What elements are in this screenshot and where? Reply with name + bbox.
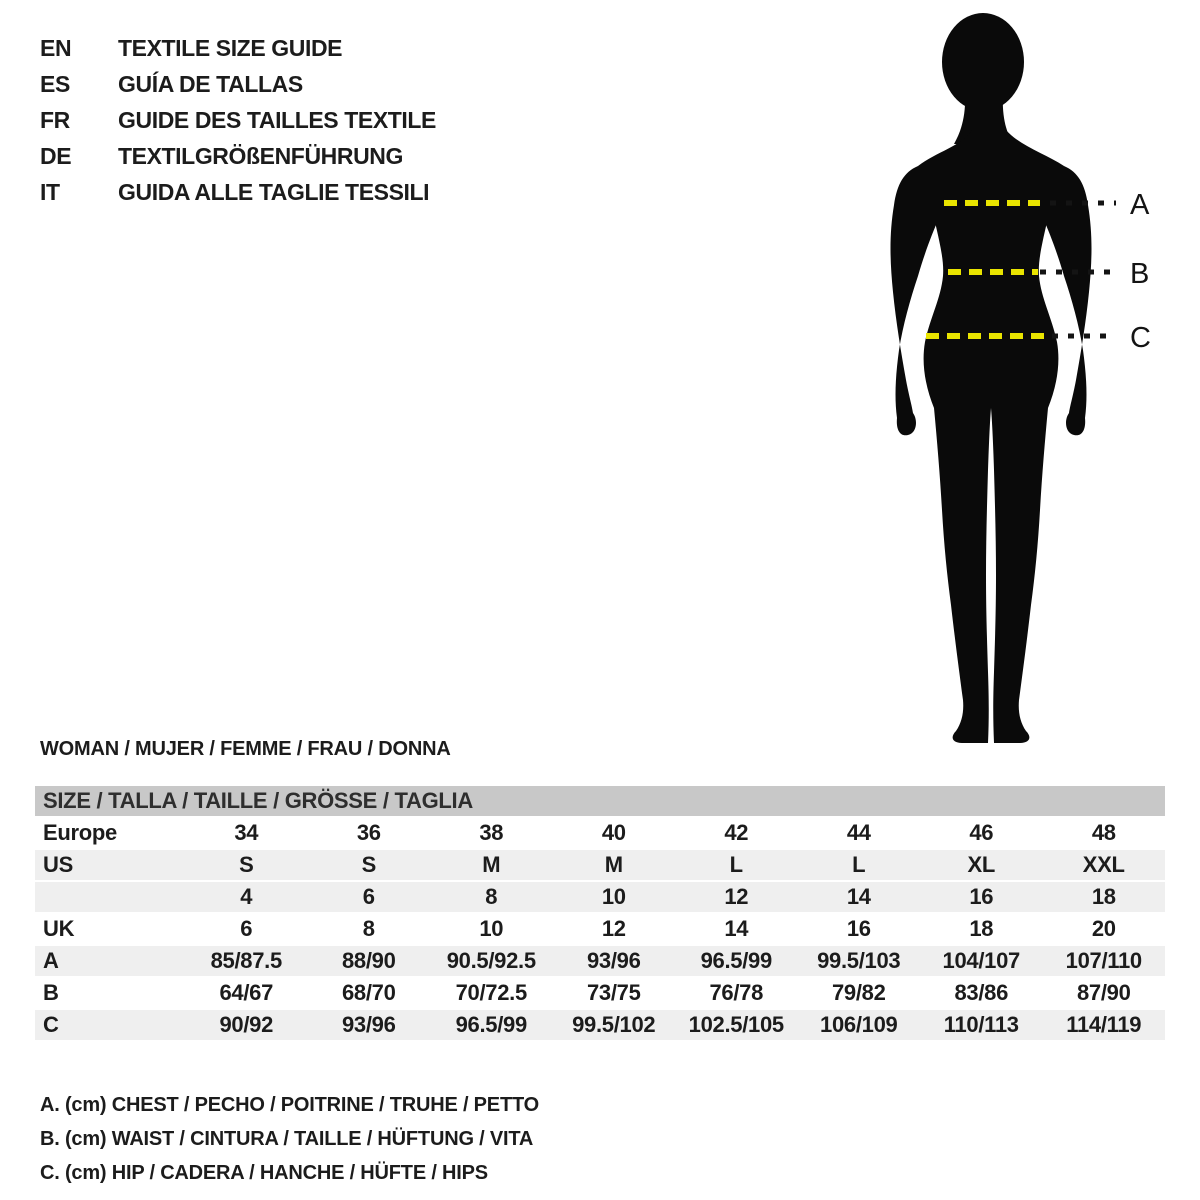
language-row-en — [40, 30, 436, 66]
size-table-row-us-numeric — [35, 882, 1165, 912]
language-row-es — [40, 66, 436, 102]
row-label: UK — [43, 916, 75, 941]
size-cell: 16 — [969, 884, 994, 909]
size-table-row-c — [35, 1010, 1165, 1040]
size-cell: 68/70 — [341, 980, 396, 1005]
size-cell: 20 — [1091, 916, 1116, 941]
size-cell: 42 — [724, 820, 749, 845]
language-row-de — [40, 138, 436, 174]
size-cell: L — [729, 852, 743, 877]
size-cell: 40 — [601, 820, 626, 845]
size-table-header: SIZE / TALLA / TAILLE / GRÖSSE / TAGLIA — [35, 786, 1165, 816]
size-cell: 76/78 — [709, 980, 764, 1005]
language-code: ES — [40, 71, 70, 97]
size-cell: 12 — [601, 916, 626, 941]
language-label: GUIDE DES TAILLES TEXTILE — [118, 107, 436, 133]
language-row-it — [40, 174, 436, 210]
language-code: IT — [40, 179, 60, 205]
size-cell: 73/75 — [586, 980, 641, 1005]
measure-label-b: B — [1130, 258, 1150, 290]
size-table-row-uk — [35, 914, 1165, 944]
size-cell: 64/67 — [219, 980, 274, 1005]
size-cell: 96.5/99 — [700, 948, 772, 973]
size-cell: 10 — [601, 884, 626, 909]
size-cell: 12 — [724, 884, 749, 909]
measure-label-a: A — [1130, 189, 1150, 221]
size-cell: XL — [967, 852, 995, 877]
size-cell: 34 — [234, 820, 259, 845]
size-cell: 99.5/102 — [572, 1012, 656, 1037]
language-label: TEXTILE SIZE GUIDE — [118, 35, 343, 61]
legend-line-c: C. (cm) HIP / CADERA / HANCHE / HÜFTE / HIPS — [40, 1162, 488, 1184]
size-cell: 6 — [240, 916, 253, 941]
size-cell: 102.5/105 — [688, 1012, 784, 1037]
language-code: FR — [40, 107, 70, 133]
size-cell: 36 — [356, 820, 381, 845]
row-label: C — [43, 1012, 59, 1037]
size-cell: 4 — [240, 884, 253, 909]
size-table-row-a — [35, 946, 1165, 976]
size-cell: 90/92 — [219, 1012, 274, 1037]
size-cell: 18 — [969, 916, 994, 941]
language-code: DE — [40, 143, 72, 169]
row-label — [35, 882, 185, 912]
size-table-row-us — [35, 850, 1165, 880]
size-cell: 79/82 — [831, 980, 886, 1005]
size-cell: M — [482, 852, 501, 877]
size-cell: 85/87.5 — [210, 948, 282, 973]
size-cell: 83/86 — [954, 980, 1009, 1005]
row-label: B — [43, 980, 59, 1005]
size-cell: 99.5/103 — [817, 948, 901, 973]
size-table-row-b — [35, 978, 1165, 1008]
measure-label-c: C — [1130, 322, 1151, 354]
size-cell: XXL — [1082, 852, 1125, 877]
language-code: EN — [40, 35, 72, 61]
legend-line-a: A. (cm) CHEST / PECHO / POITRINE / TRUHE / PETTO — [40, 1094, 539, 1116]
size-cell: 38 — [479, 820, 504, 845]
size-cell: 87/90 — [1076, 980, 1131, 1005]
size-table — [35, 786, 1165, 1040]
size-cell: 106/109 — [820, 1012, 898, 1037]
size-cell: 18 — [1091, 884, 1116, 909]
language-guide-list — [40, 30, 436, 210]
language-row-fr — [40, 102, 436, 138]
language-label: GUIDA ALLE TAGLIE TESSILI — [118, 179, 430, 205]
size-cell: 16 — [846, 916, 871, 941]
language-label: GUÍA DE TALLAS — [118, 71, 303, 97]
size-cell: 6 — [362, 884, 375, 909]
size-cell: 14 — [846, 884, 871, 909]
size-cell: 96.5/99 — [455, 1012, 527, 1037]
language-label: TEXTILGRÖßENFÜHRUNG — [118, 143, 403, 169]
section-title: WOMAN / MUJER / FEMME / FRAU / DONNA — [40, 738, 451, 760]
size-cell: 88/90 — [341, 948, 396, 973]
woman-silhouette-figure — [860, 0, 1200, 760]
size-cell: 110/113 — [943, 1012, 1019, 1037]
size-cell: 93/96 — [341, 1012, 396, 1037]
size-cell: 104/107 — [942, 948, 1020, 973]
size-cell: 44 — [846, 820, 871, 845]
measurement-legend — [40, 1088, 539, 1190]
size-cell: 70/72.5 — [455, 980, 527, 1005]
size-cell: 114/119 — [1066, 1012, 1142, 1037]
size-cell: 8 — [362, 916, 375, 941]
size-cell: 8 — [485, 884, 498, 909]
size-cell: 48 — [1091, 820, 1116, 845]
row-label: A — [43, 948, 59, 973]
legend-line-b: B. (cm) WAIST / CINTURA / TAILLE / HÜFTUNG / VITA — [40, 1128, 534, 1150]
silhouette-torso-legs — [918, 130, 1064, 743]
size-cell: 107/110 — [1065, 948, 1142, 973]
size-cell: S — [361, 852, 376, 877]
row-label: Europe — [43, 820, 117, 845]
row-label: US — [43, 852, 73, 877]
size-cell: L — [852, 852, 866, 877]
size-table-row-europe — [35, 818, 1165, 848]
woman-silhouette — [891, 13, 1092, 743]
size-cell: 46 — [969, 820, 994, 845]
size-cell: 90.5/92.5 — [446, 948, 536, 973]
size-cell: S — [239, 852, 254, 877]
size-cell: M — [604, 852, 623, 877]
size-cell: 93/96 — [586, 948, 641, 973]
size-cell: 14 — [724, 916, 749, 941]
size-cell: 10 — [479, 916, 504, 941]
